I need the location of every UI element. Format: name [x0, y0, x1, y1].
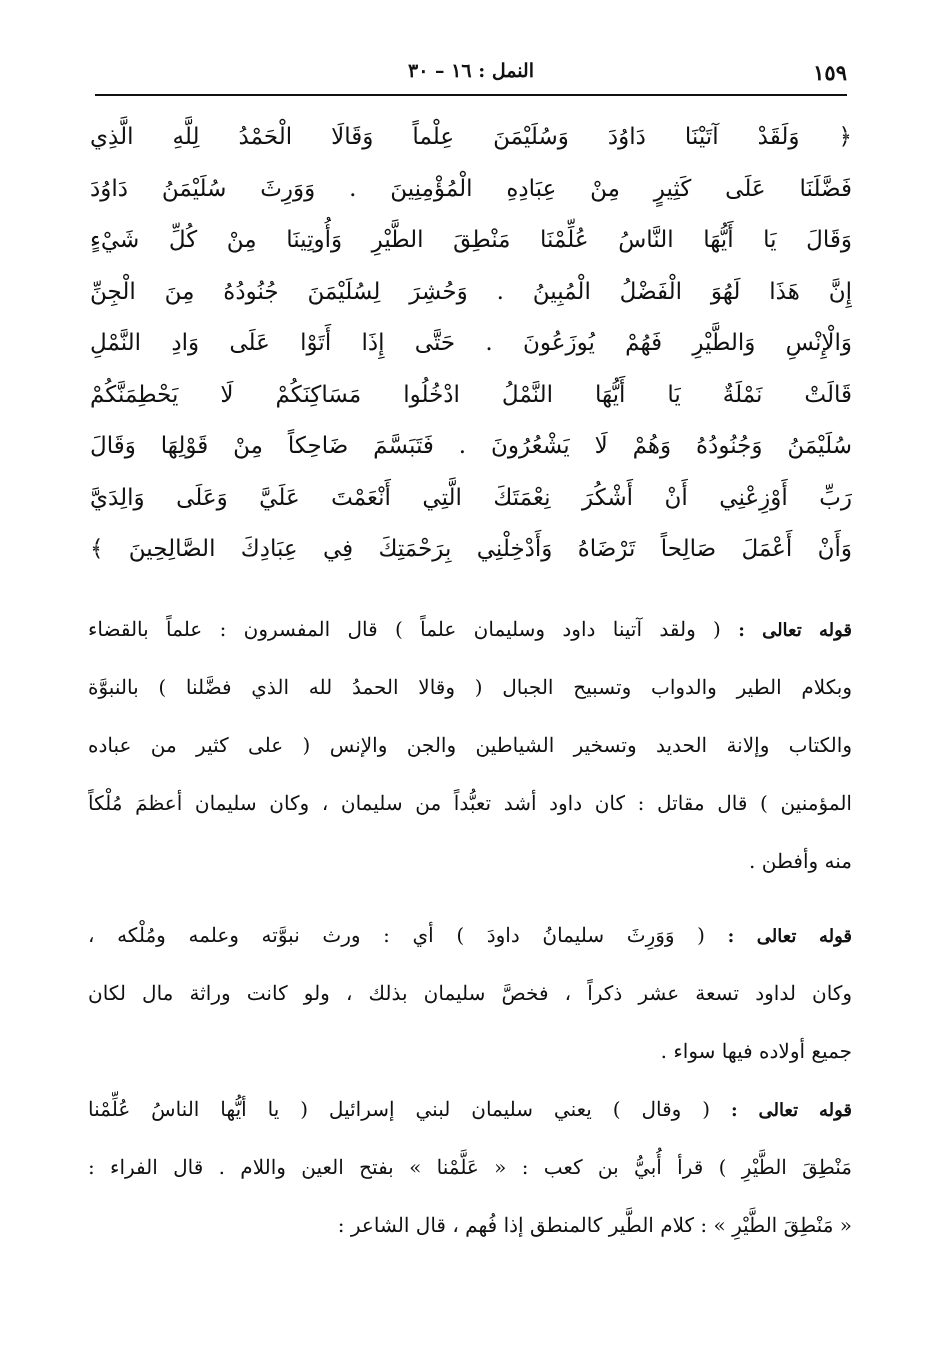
verse-line: وَأَنْ أَعْمَلَ صَالِحاً تَرْضَاهُ وَأَدْخِلْنِي بِرَحْمَتِكَ فِي عِبَادِكَ الصَّالِحِينَ ﴾	[90, 536, 852, 562]
commentary-lead: قوله تعالى :	[727, 926, 852, 947]
verse-line: وَقَالَ يَا أَيُّهَا النَّاسُ عُلِّمْنَا مَنْطِقَ الطَّيْرِ وَأُوتِينَا مِنْ كُلِّ شَيْءٍ	[90, 227, 852, 253]
commentary-line: مَنْطِقَ الطَّيْرِ ) قرأ أُبيُّ بن كعب : « عَلَّمْنا » بفتح العين واللام . قال الفراء :	[88, 1155, 852, 1179]
commentary-paragraph	[88, 906, 852, 1080]
commentary-line: وكان لداود تسعة عشر ذكراً ، فخصَّ سليمان بذلك ، ولو كانت وراثة مال لكان	[88, 981, 852, 1005]
verse-line: ﴿ وَلَقَدْ آتَيْنَا دَاوُدَ وَسُلَيْمَنَ عِلْماً وَقَالَا الْحَمْدُ لِلَّهِ الَّذِي	[90, 124, 852, 150]
commentary-line: منه وأفطن .	[749, 849, 852, 873]
commentary-text: ( وقال ) يعني سليمان لبني إسرائيل ( يا أيُّها الناسُ عُلِّمْنا	[88, 1097, 711, 1121]
commentary-line: المؤمنين ) قال مقاتل : كان داود أشد تعبُّداً من سليمان ، وكان سليمان أعظمَ مُلْكاً	[88, 791, 852, 815]
commentary-lead: قوله تعالى :	[730, 1100, 852, 1121]
commentary-line: والكتاب وإلانة الحديد وتسخير الشياطين والجن والإنس ( على كثير من عباده	[88, 733, 852, 757]
commentary-text: ( ولقد آتينا داود وسليمان علماً ) قال المفسرون : علماً بالقضاء	[88, 617, 721, 641]
verse-line: إِنَّ هَذَا لَهُوَ الْفَضْلُ الْمُبِينُ . وَحُشِرَ لِسُلَيْمَنَ جُنُودُهُ مِنَ الْجِنِّ	[90, 278, 852, 305]
header-rule	[95, 94, 847, 96]
commentary-line: جميع أولاده فيها سواء .	[660, 1039, 852, 1063]
commentary-line: وبكلام الطير والدواب وتسبيح الجبال ( وقالا الحمدُ لله الذي فضَّلنا ) بالنبوَّة	[88, 675, 852, 699]
commentary-paragraph	[88, 1080, 852, 1254]
verse-line: سُلَيْمَنُ وَجُنُودُهُ وَهُمْ لَا يَشْعُرُونَ . فَتَبَسَّمَ ضَاحِكاً مِنْ قَوْلِهَا وَقَالَ	[90, 433, 852, 459]
running-head: النمل : ١٦ – ٣٠	[408, 60, 534, 82]
quran-verses	[90, 112, 852, 576]
commentary-text: ( وَوَرِثَ سليمانُ داودَ ) أي : ورث نبوَّته وعلمه ومُلْكه ،	[88, 923, 705, 947]
verse-line: وَالْإِنْسِ وَالطَّيْرِ فَهُمْ يُوزَعُونَ . حَتَّى إِذَا أَتَوْا عَلَى وَادِ النَّمْلِ	[90, 330, 852, 356]
verse-line: رَبِّ أَوْزِعْنِي أَنْ أَشْكُرَ نِعْمَتَكَ الَّتِي أَنْعَمْتَ عَلَيَّ وَعَلَى وَالِدَيَّ	[90, 484, 852, 511]
verse-line: قَالَتْ نَمْلَةٌ يَا أَيُّهَا النَّمْلُ ادْخُلُوا مَسَاكِنَكُمْ لَا يَحْطِمَنَّكُمْ	[90, 381, 852, 408]
commentary-paragraph	[88, 600, 852, 890]
commentary-line: « مَنْطِقَ الطَّيْرِ » : كلام الطَّير كالمنطق إذا فُهم ، قال الشاعر :	[337, 1213, 852, 1237]
page-number: ١٥٩	[813, 60, 847, 85]
verse-line: فَضَّلَنَا عَلَى كَثِيرٍ مِنْ عِبَادِهِ الْمُؤْمِنِينَ . وَوَرِثَ سُلَيْمَنُ دَاوُدَ	[90, 175, 852, 202]
commentary-line	[88, 1080, 852, 1138]
commentary-line	[88, 906, 852, 964]
commentary-lead: قوله تعالى :	[738, 620, 852, 641]
page-header	[95, 58, 847, 92]
commentary-line	[88, 600, 852, 658]
